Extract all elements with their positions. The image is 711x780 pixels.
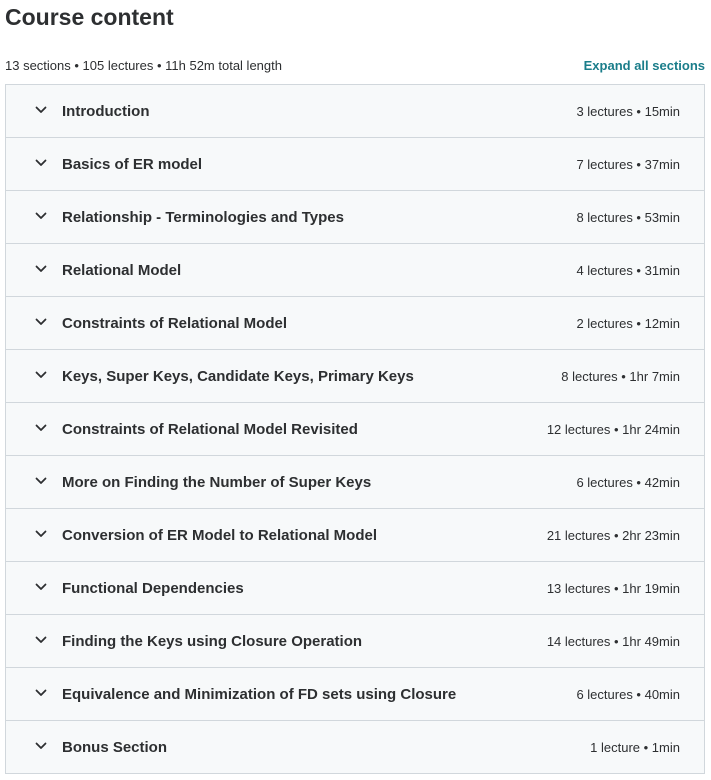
section-list [5,84,705,774]
section-row[interactable] [6,721,704,773]
expand-all-sections-button[interactable]: Expand all sections [583,57,705,73]
course-meta-row [5,55,705,75]
section-row[interactable] [6,138,704,191]
section-meta: 3 lectures • 15min [576,103,680,119]
section-meta: 4 lectures • 31min [576,262,680,278]
chevron-down-icon[interactable] [35,210,47,222]
chevron-down-icon[interactable] [35,157,47,169]
section-row[interactable] [6,403,704,456]
section-title: More on Finding the Number of Super Keys [62,473,372,491]
section-title: Constraints of Relational Model Revisited [62,420,358,438]
section-title: Finding the Keys using Closure Operation [62,632,363,650]
section-row[interactable] [6,615,704,668]
section-row[interactable] [6,244,704,297]
section-row[interactable] [6,297,704,350]
section-meta: 21 lectures • 2hr 23min [546,527,680,543]
chevron-down-icon[interactable] [35,740,47,752]
course-summary: 13 sections • 105 lectures • 11h 52m total length [5,57,282,73]
section-row[interactable] [6,191,704,244]
section-title: Relational Model [62,261,182,279]
section-row[interactable] [6,668,704,721]
chevron-down-icon[interactable] [35,475,47,487]
section-title: Equivalence and Minimization of FD sets using Closure [62,685,457,703]
section-row[interactable] [6,350,704,403]
section-row[interactable] [6,85,704,138]
section-meta: 13 lectures • 1hr 19min [546,580,680,596]
chevron-down-icon[interactable] [35,581,47,593]
section-title: Bonus Section [62,738,168,756]
chevron-down-icon[interactable] [35,369,47,381]
section-title: Relationship - Terminologies and Types [62,208,344,226]
chevron-down-icon[interactable] [35,687,47,699]
section-meta: 8 lectures • 53min [576,209,680,225]
section-meta: 7 lectures • 37min [576,156,680,172]
section-title: Keys, Super Keys, Candidate Keys, Primary Keys [62,367,414,385]
section-row[interactable] [6,509,704,562]
page-title: Course content [5,4,174,30]
section-meta: 1 lecture • 1min [590,739,680,755]
chevron-down-icon[interactable] [35,422,47,434]
section-meta: 14 lectures • 1hr 49min [546,633,680,649]
section-meta: 6 lectures • 40min [576,686,680,702]
section-row[interactable] [6,456,704,509]
chevron-down-icon[interactable] [35,316,47,328]
section-title: Constraints of Relational Model [62,314,288,332]
chevron-down-icon[interactable] [35,104,47,116]
chevron-down-icon[interactable] [35,634,47,646]
section-meta: 2 lectures • 12min [576,315,680,331]
chevron-down-icon[interactable] [35,528,47,540]
section-title: Conversion of ER Model to Relational Model [62,526,378,544]
section-meta: 8 lectures • 1hr 7min [561,368,680,384]
section-title: Introduction [62,102,150,120]
section-meta: 6 lectures • 42min [576,474,680,490]
chevron-down-icon[interactable] [35,263,47,275]
section-title: Functional Dependencies [62,579,244,597]
section-meta: 12 lectures • 1hr 24min [546,421,680,437]
section-row[interactable] [6,562,704,615]
section-title: Basics of ER model [62,155,203,173]
